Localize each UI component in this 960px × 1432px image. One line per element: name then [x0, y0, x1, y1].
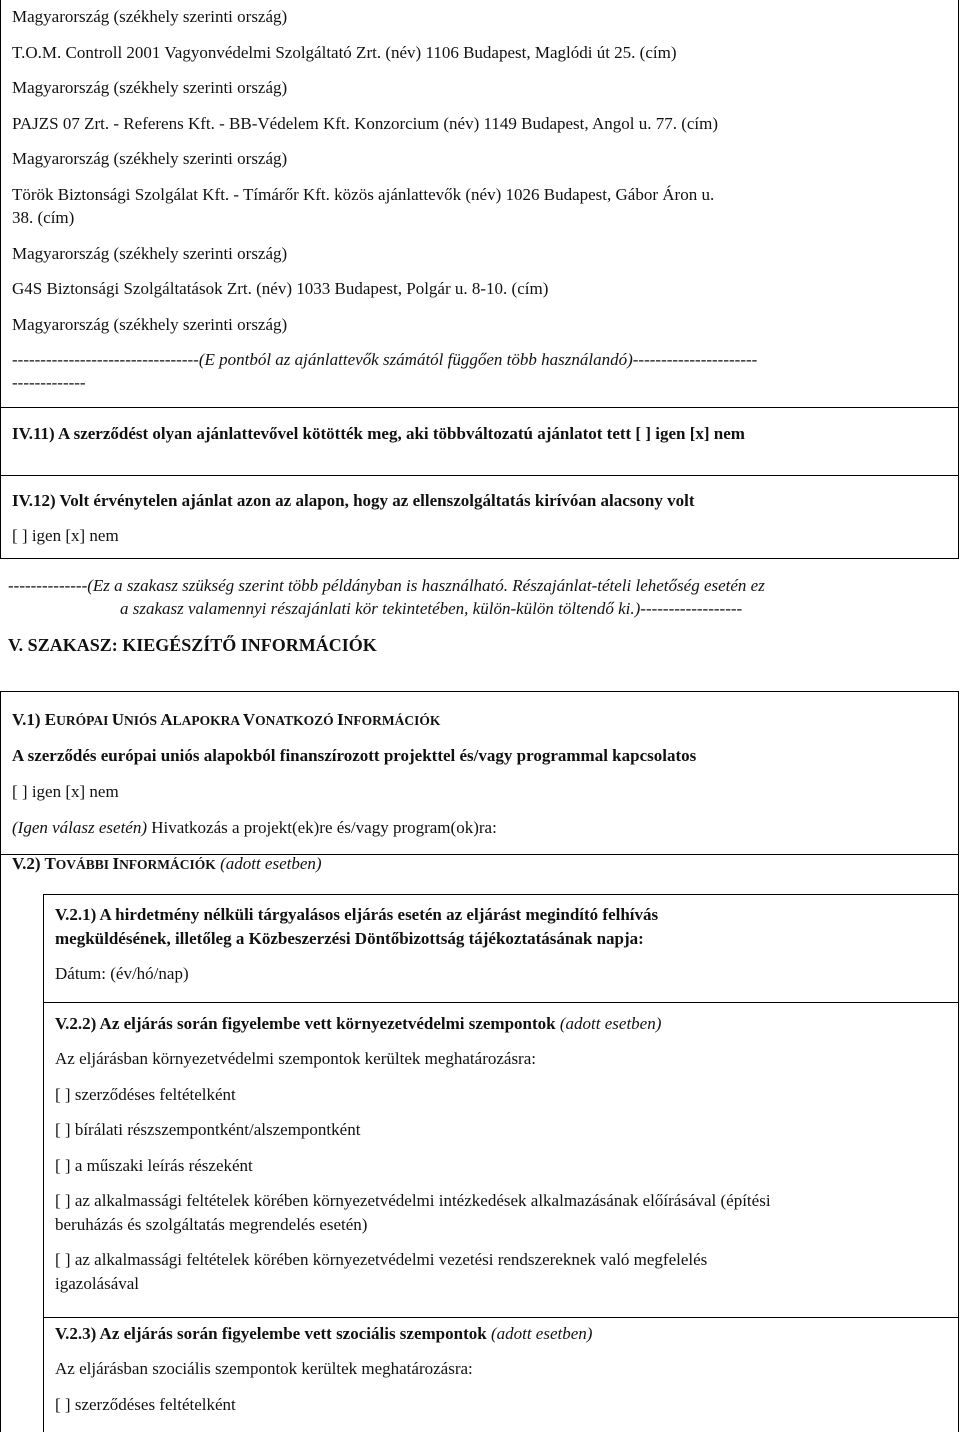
v22-option: [ ] az alkalmassági feltételek körében környezetvédelmi intézkedések alkalmazásának előírásával (építési — [55, 1191, 771, 1210]
iv12-box — [0, 475, 959, 559]
iv12-answer: [ ] igen [x] nem — [12, 526, 119, 545]
country-line: Magyarország (székhely szerinti ország) — [12, 149, 288, 168]
note-text: (Ez a szakasz szükség szerint több példányban is használható. Részajánlat-tételi lehetőség esetén ez — [87, 576, 765, 595]
v1-question: A szerződés európai uniós alapokból finanszírozott projekttel és/vagy programmal kapcsolatos — [12, 746, 697, 765]
v1-reference: (Igen válasz esetén) Hivatkozás a projekt(ek)re és/vagy program(ok)ra: — [12, 818, 497, 837]
country-line: Magyarország (székhely szerinti ország) — [12, 7, 288, 26]
v22-intro: Az eljárásban környezetvédelmi szempontok kerültek meghatározásra: — [55, 1049, 536, 1068]
winner-line: PAJZS 07 Zrt. - Referens Kft. - BB-Védelem Kft. Konzorcium (név) 1149 Budapest, Angol u. 77. (cím) — [12, 114, 719, 133]
iv11-text: IV.11) A szerződést olyan ajánlattevővel kötötték meg, aki többváltozatú ajánlatot tett [ ] igen [x] nem — [12, 424, 745, 443]
country-line: Magyarország (székhely szerinti ország) — [12, 315, 288, 334]
v22-option: [ ] bírálati részszempontként/alszempontként — [55, 1120, 361, 1139]
winner-line: Török Biztonsági Szolgálat Kft. - Tímárőr Kft. közös ajánlattevők (név) 1026 Budapest, Gábor Áron u. — [12, 185, 715, 204]
v1-answer: [ ] igen [x] nem — [12, 782, 119, 801]
v21-title-cont: megküldésének, illetőleg a Közbeszerzési Döntőbizottság tájékoztatásának napja: — [55, 929, 644, 948]
iv12-question: IV.12) Volt érvénytelen ajánlat azon az alapon, hogy az ellenszolgáltatás kirívóan alacsony volt — [12, 491, 695, 510]
v21-title: V.2.1) A hirdetmény nélküli tárgyalásos eljárás esetén az eljárást megindító felhívás — [55, 905, 659, 924]
v22-option: [ ] az alkalmassági feltételek körében környezetvédelmi vezetési rendszereknek való megfelelés — [55, 1250, 708, 1269]
winner-line: G4S Biztonsági Szolgáltatások Zrt. (név) 1033 Budapest, Polgár u. 8-10. (cím) — [12, 279, 549, 298]
v22-option-cont: igazolásával — [55, 1274, 140, 1293]
note-line-2 — [120, 598, 742, 620]
winner-line-cont: 38. (cím) — [12, 208, 75, 227]
v23-title: V.2.3) Az eljárás során figyelembe vett szociális szempontok (adott esetben) — [55, 1324, 593, 1343]
note-text-2: a szakasz valamennyi részajánlati kör tekintetében, külön-külön töltendő ki.)------------------ — [120, 599, 743, 618]
winner-line: T.O.M. Controll 2001 Vagyonvédelmi Szolgáltató Zrt. (név) 1106 Budapest, Maglódi út 25. (cím) — [12, 43, 677, 62]
v23-option: [ ] szerződéses feltételként — [55, 1395, 236, 1414]
v1-title: V.1) EURÓPAI UNIÓS ALAPOKRA VONATKOZÓ INFORMÁCIÓK — [12, 710, 441, 729]
separator-line: ---------------------------------(E pontból az ajánlattevők számától függően több használandó)---------------------- — [12, 350, 758, 369]
section-v-heading: V. SZAKASZ: KIEGÉSZÍTŐ INFORMÁCIÓK — [8, 635, 377, 655]
v21-date: Dátum: (év/hó/nap) — [55, 964, 189, 983]
v22-option: [ ] a műszaki leírás részeként — [55, 1156, 253, 1175]
v22-title: V.2.2) Az eljárás során figyelembe vett környezetvédelmi szempontok (adott esetben) — [55, 1014, 662, 1033]
v2-title: V.2) TOVÁBBI INFORMÁCIÓK (adott esetben) — [12, 854, 322, 873]
v23-intro: Az eljárásban szociális szempontok kerültek meghatározásra: — [55, 1359, 473, 1378]
country-line: Magyarország (székhely szerinti ország) — [12, 78, 288, 97]
v22-option: [ ] szerződéses feltételként — [55, 1085, 236, 1104]
v22-option-cont: beruházás és szolgáltatás megrendelés esetén) — [55, 1215, 368, 1234]
country-line: Magyarország (székhely szerinti ország) — [12, 244, 288, 263]
note-line — [8, 575, 765, 597]
note-dashes: -------------- — [8, 576, 88, 595]
separator-line: ------------- — [12, 373, 86, 392]
